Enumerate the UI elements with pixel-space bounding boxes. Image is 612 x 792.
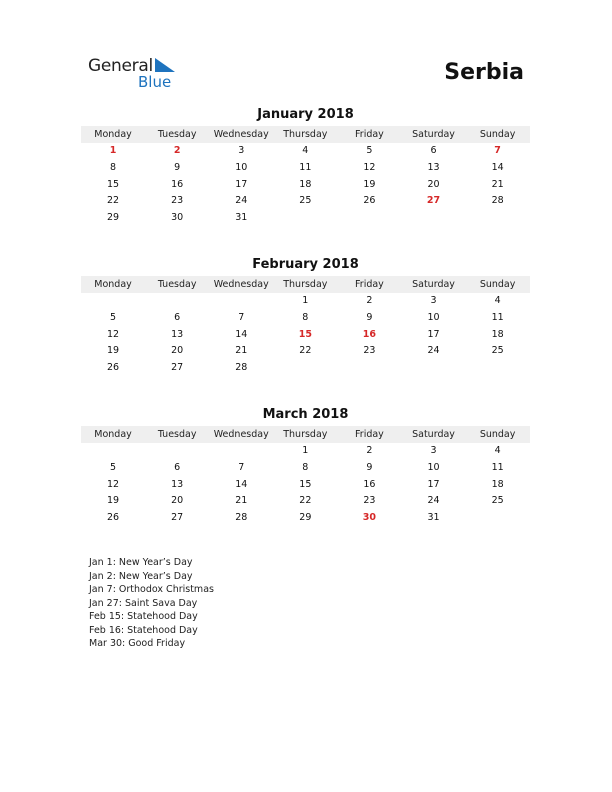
day-cell: 8 <box>302 461 309 473</box>
day-cell: 15 <box>107 178 120 190</box>
day-cell: 13 <box>427 161 440 173</box>
day-cell: 21 <box>235 495 248 507</box>
day-cell: 6 <box>430 145 437 156</box>
day-cell: 19 <box>107 345 120 357</box>
weekday-header-row <box>81 276 530 293</box>
month-february <box>81 256 530 377</box>
holiday-list <box>89 556 214 651</box>
weekday-label: Thursday <box>283 129 328 140</box>
country-title: Serbia <box>444 60 524 85</box>
day-cell <box>81 293 145 310</box>
day-cell: 26 <box>363 195 376 207</box>
weekday-label: Tuesday <box>157 429 197 440</box>
day-cell: 29 <box>299 512 312 524</box>
day-cell: 7 <box>238 311 245 323</box>
weekday-label: Tuesday <box>157 279 197 290</box>
day-cell: 14 <box>491 161 504 173</box>
week-row <box>81 460 530 477</box>
day-cell: 31 <box>235 212 248 224</box>
holiday-entry: Jan 7: Orthodox Christmas <box>89 584 214 595</box>
day-cell: 24 <box>235 195 248 207</box>
day-cell: 4 <box>494 445 501 456</box>
week-row <box>81 493 530 510</box>
day-cell: 17 <box>235 178 248 190</box>
day-cell: 17 <box>427 478 440 490</box>
day-cell: 26 <box>107 512 120 524</box>
day-cell: 4 <box>494 295 501 306</box>
day-cell: 27 <box>171 512 184 524</box>
day-cell: 13 <box>171 478 184 490</box>
day-cell: 9 <box>174 161 181 173</box>
weekday-label: Saturday <box>412 279 455 290</box>
day-cell: 22 <box>299 345 312 357</box>
holiday-day-cell: 1 <box>109 145 117 156</box>
day-cell: 23 <box>363 495 376 507</box>
holiday-day-cell: 2 <box>173 145 181 156</box>
day-cell: 8 <box>110 161 117 173</box>
day-cell: 2 <box>366 295 373 306</box>
month-march <box>81 406 530 527</box>
day-cell <box>145 293 209 310</box>
logo <box>88 56 188 92</box>
day-cell: 19 <box>363 178 376 190</box>
holiday-day-cell: 30 <box>362 512 377 524</box>
day-cell <box>81 443 145 460</box>
day-cell <box>337 360 401 377</box>
day-cell <box>273 360 337 377</box>
day-cell: 3 <box>430 445 437 456</box>
weekday-label: Thursday <box>283 279 328 290</box>
day-cell: 28 <box>235 362 248 374</box>
day-cell: 24 <box>427 345 440 357</box>
day-cell <box>209 293 273 310</box>
day-cell: 11 <box>491 311 504 323</box>
week-row <box>81 160 530 177</box>
day-cell: 11 <box>299 161 312 173</box>
day-cell: 26 <box>107 362 120 374</box>
week-row <box>81 210 530 227</box>
day-cell: 1 <box>302 445 309 456</box>
day-cell: 23 <box>363 345 376 357</box>
day-cell: 2 <box>366 445 373 456</box>
month-title: January 2018 <box>257 107 354 122</box>
weekday-label: Tuesday <box>157 129 197 140</box>
day-cell: 10 <box>235 161 248 173</box>
logo-general-text: General <box>88 56 153 76</box>
holiday-entry: Jan 2: New Year’s Day <box>89 570 193 582</box>
week-row <box>81 177 530 194</box>
month-january <box>81 106 530 227</box>
day-cell: 14 <box>235 478 248 490</box>
weekday-label: Friday <box>355 279 384 290</box>
week-row <box>81 443 530 460</box>
day-cell: 16 <box>363 478 376 490</box>
day-cell: 5 <box>110 461 117 473</box>
week-row <box>81 360 530 377</box>
day-cell: 22 <box>299 495 312 507</box>
day-cell: 1 <box>302 295 309 306</box>
day-cell: 5 <box>110 311 117 323</box>
day-cell: 6 <box>174 311 181 323</box>
week-row <box>81 193 530 210</box>
day-cell: 23 <box>171 195 184 207</box>
day-cell: 12 <box>107 328 120 340</box>
day-cell: 18 <box>491 478 504 490</box>
day-cell: 3 <box>430 295 437 306</box>
weekday-label: Friday <box>355 129 384 140</box>
weekday-label: Monday <box>94 279 132 290</box>
month-title: March 2018 <box>262 407 349 422</box>
weekday-label: Monday <box>94 129 132 140</box>
week-row <box>81 327 530 344</box>
day-cell <box>466 510 530 527</box>
weekday-label: Sunday <box>479 129 516 140</box>
weekday-header-row <box>81 126 530 143</box>
day-cell: 3 <box>238 145 245 156</box>
holiday-entry: Feb 15: Statehood Day <box>89 611 198 622</box>
weekday-label: Sunday <box>479 429 516 440</box>
day-cell: 16 <box>171 178 184 190</box>
day-cell: 22 <box>107 195 120 207</box>
day-cell <box>273 210 337 227</box>
day-cell: 24 <box>427 495 440 507</box>
week-row <box>81 343 530 360</box>
week-row <box>81 477 530 494</box>
day-cell: 25 <box>299 195 312 207</box>
holiday-day-cell: 27 <box>426 195 441 207</box>
weekday-label: Sunday <box>479 279 516 290</box>
day-cell <box>209 443 273 460</box>
day-cell: 28 <box>235 512 248 524</box>
holiday-entry: Mar 30: Good Friday <box>89 638 186 649</box>
day-cell <box>401 360 465 377</box>
weekday-header-row <box>81 426 530 443</box>
day-cell: 9 <box>366 311 373 323</box>
holiday-day-cell: 16 <box>362 328 377 340</box>
day-cell <box>401 210 465 227</box>
day-cell: 21 <box>235 345 248 357</box>
day-cell: 13 <box>171 328 184 340</box>
day-cell: 29 <box>107 212 120 224</box>
day-cell: 5 <box>366 145 373 156</box>
day-cell: 20 <box>171 495 184 507</box>
day-cell: 17 <box>427 328 440 340</box>
week-row <box>81 510 530 527</box>
day-cell: 4 <box>302 145 309 156</box>
day-cell: 30 <box>171 212 184 224</box>
logo-blue-text: Blue <box>138 73 172 91</box>
day-cell <box>466 360 530 377</box>
day-cell: 7 <box>238 461 245 473</box>
day-cell: 11 <box>491 461 504 473</box>
week-row <box>81 293 530 310</box>
day-cell <box>145 443 209 460</box>
holiday-entry: Jan 1: New Year’s Day <box>89 557 193 568</box>
day-cell: 10 <box>427 461 440 473</box>
day-cell: 10 <box>427 311 440 323</box>
day-cell: 9 <box>366 461 373 473</box>
day-cell: 18 <box>491 328 504 340</box>
day-cell: 12 <box>363 161 376 173</box>
weekday-label: Wednesday <box>213 279 269 290</box>
day-cell: 12 <box>107 478 120 490</box>
day-cell: 8 <box>302 311 309 323</box>
weekday-label: Monday <box>94 429 132 440</box>
week-row <box>81 143 530 160</box>
logo-triangle-icon <box>155 58 175 72</box>
holiday-entry: Feb 16: Statehood Day <box>89 624 198 636</box>
day-cell: 21 <box>491 178 504 190</box>
weekday-label: Wednesday <box>213 129 269 140</box>
weekday-label: Saturday <box>412 129 455 140</box>
month-title: February 2018 <box>252 257 359 272</box>
weekday-label: Friday <box>355 429 384 440</box>
day-cell: 20 <box>171 345 184 357</box>
holiday-day-cell: 15 <box>298 328 312 340</box>
day-cell: 20 <box>427 178 440 190</box>
weekday-label: Thursday <box>283 429 328 440</box>
weekday-label: Saturday <box>412 429 455 440</box>
day-cell: 14 <box>235 328 248 340</box>
day-cell <box>337 210 401 227</box>
day-cell: 18 <box>299 178 312 190</box>
holiday-day-cell: 7 <box>494 145 501 156</box>
week-row <box>81 310 530 327</box>
day-cell: 27 <box>171 362 184 374</box>
holiday-entry: Jan 27: Saint Sava Day <box>89 597 198 609</box>
day-cell: 15 <box>299 478 312 490</box>
day-cell: 6 <box>174 461 181 473</box>
day-cell: 31 <box>427 512 440 524</box>
day-cell: 28 <box>491 195 504 207</box>
day-cell: 19 <box>107 495 120 507</box>
day-cell: 25 <box>491 345 504 357</box>
day-cell <box>466 210 530 227</box>
weekday-label: Wednesday <box>213 429 269 440</box>
day-cell: 25 <box>491 495 504 507</box>
